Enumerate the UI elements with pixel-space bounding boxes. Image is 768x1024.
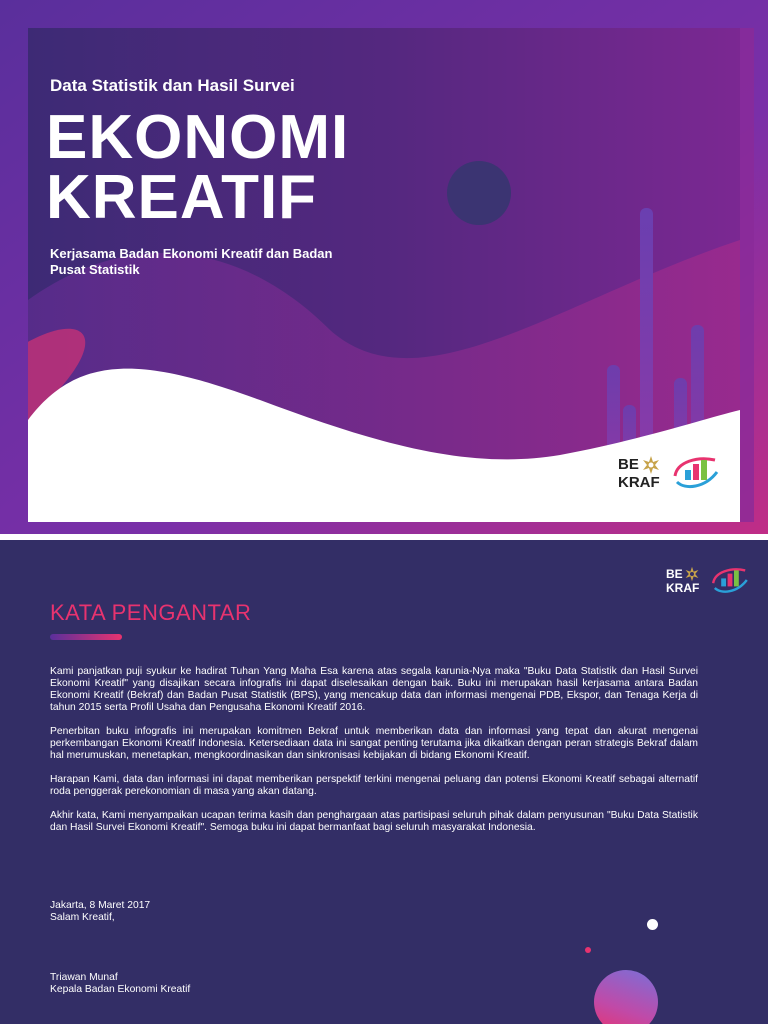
- foreword-paragraph: Harapan Kami, data dan informasi ini dapat memberikan perspektif terkini mengenai peluang dan potensi Ekonomi Kreatif sebagai alternatif roda penggerak perekonomian di masa yang akan datang.: [50, 774, 698, 797]
- greeting: Salam Kreatif,: [50, 912, 115, 923]
- star-icon: [684, 566, 700, 582]
- bps-logo-icon: [671, 452, 721, 492]
- foreword-body: [50, 666, 698, 846]
- heading-underline: [50, 634, 122, 640]
- foreword-paragraph: Akhir kata, Kami menyampaikan ucapan terima kasih dan penghargaan atas partisipasi seluruh pihak dalam penyusunan "Buku Data Statistik dan Hasil Survei Ekonomi Kreatif". Semoga buku ini dapat bermanfaat bagi seluruh masyarakat Indonesia.: [50, 810, 698, 833]
- signer-name: Triawan Munaf: [50, 972, 118, 983]
- bekraf-logo-line2: KRAF: [618, 473, 660, 491]
- bekraf-logo-small: [666, 566, 700, 594]
- cover-kicker: Data Statistik dan Hasil Survei: [50, 76, 295, 95]
- bekraf-logo-small-line1: BE: [666, 567, 683, 581]
- foreword-logos: [666, 564, 750, 596]
- foreword-paragraph: Kami panjatkan puji syukur ke hadirat Tuhan Yang Maha Esa karena atas segala karunia-Nya maka "Buku Data Statistik dan Hasil Survei Ekonomi Kreatif" yang disajikan secara infografis ini dapat diselesaikan dengan baik. Buku ini merupakan hasil kerjasama antara Badan Ekonomi Kreatif (Bekraf) dan Badan Pusat Statistik (BPS), yang mencakup data dan informasi mengenai PDB, Ekspor, dan Tenaga Kerja di tahun 2015 serta Profil Usaha dan Pengusaha Ekonomi Kreatif 2016.: [50, 666, 698, 713]
- foreword-page: [0, 540, 768, 1024]
- cover-subtitle: Kerjasama Badan Ekonomi Kreatif dan Badan Pusat Statistik: [50, 246, 333, 277]
- place-date: Jakarta, 8 Maret 2017: [50, 900, 151, 911]
- signer-block: [50, 972, 190, 996]
- decor-dot-white: [647, 919, 658, 930]
- bekraf-logo-line1: BE: [618, 456, 639, 473]
- cover-title: [46, 103, 350, 232]
- signature-block: [50, 900, 150, 924]
- decor-dot-pink: [585, 947, 591, 953]
- bps-logo-icon: [710, 564, 750, 596]
- cover-title-line1: EKONOMI: [46, 103, 350, 172]
- star-icon: [641, 455, 661, 475]
- bekraf-logo-small-line2: KRAF: [666, 581, 700, 595]
- foreword-heading: KATA PENGANTAR: [50, 600, 252, 625]
- cover-logos: [618, 452, 721, 492]
- decor-circle-gradient: [594, 970, 658, 1024]
- bekraf-logo: [618, 455, 661, 490]
- cover-title-line2: KREATIF: [46, 163, 318, 232]
- signer-title: Kepala Badan Ekonomi Kreatif: [50, 984, 191, 995]
- foreword-paragraph: Penerbitan buku infografis ini merupakan komitmen Bekraf untuk memberikan data dan informasi yang tepat dan akurat mengenai perkembangan Ekonomi Kreatif Indonesia. Ketersediaan data ini sangat penting terutama jika dikaitkan dengan peran strategis Bekraf dalam hal merumuskan, menetapkan, mengkoordinasikan dan sinkronisasi kebijakan di bidang Ekonomi Kreatif.: [50, 726, 698, 761]
